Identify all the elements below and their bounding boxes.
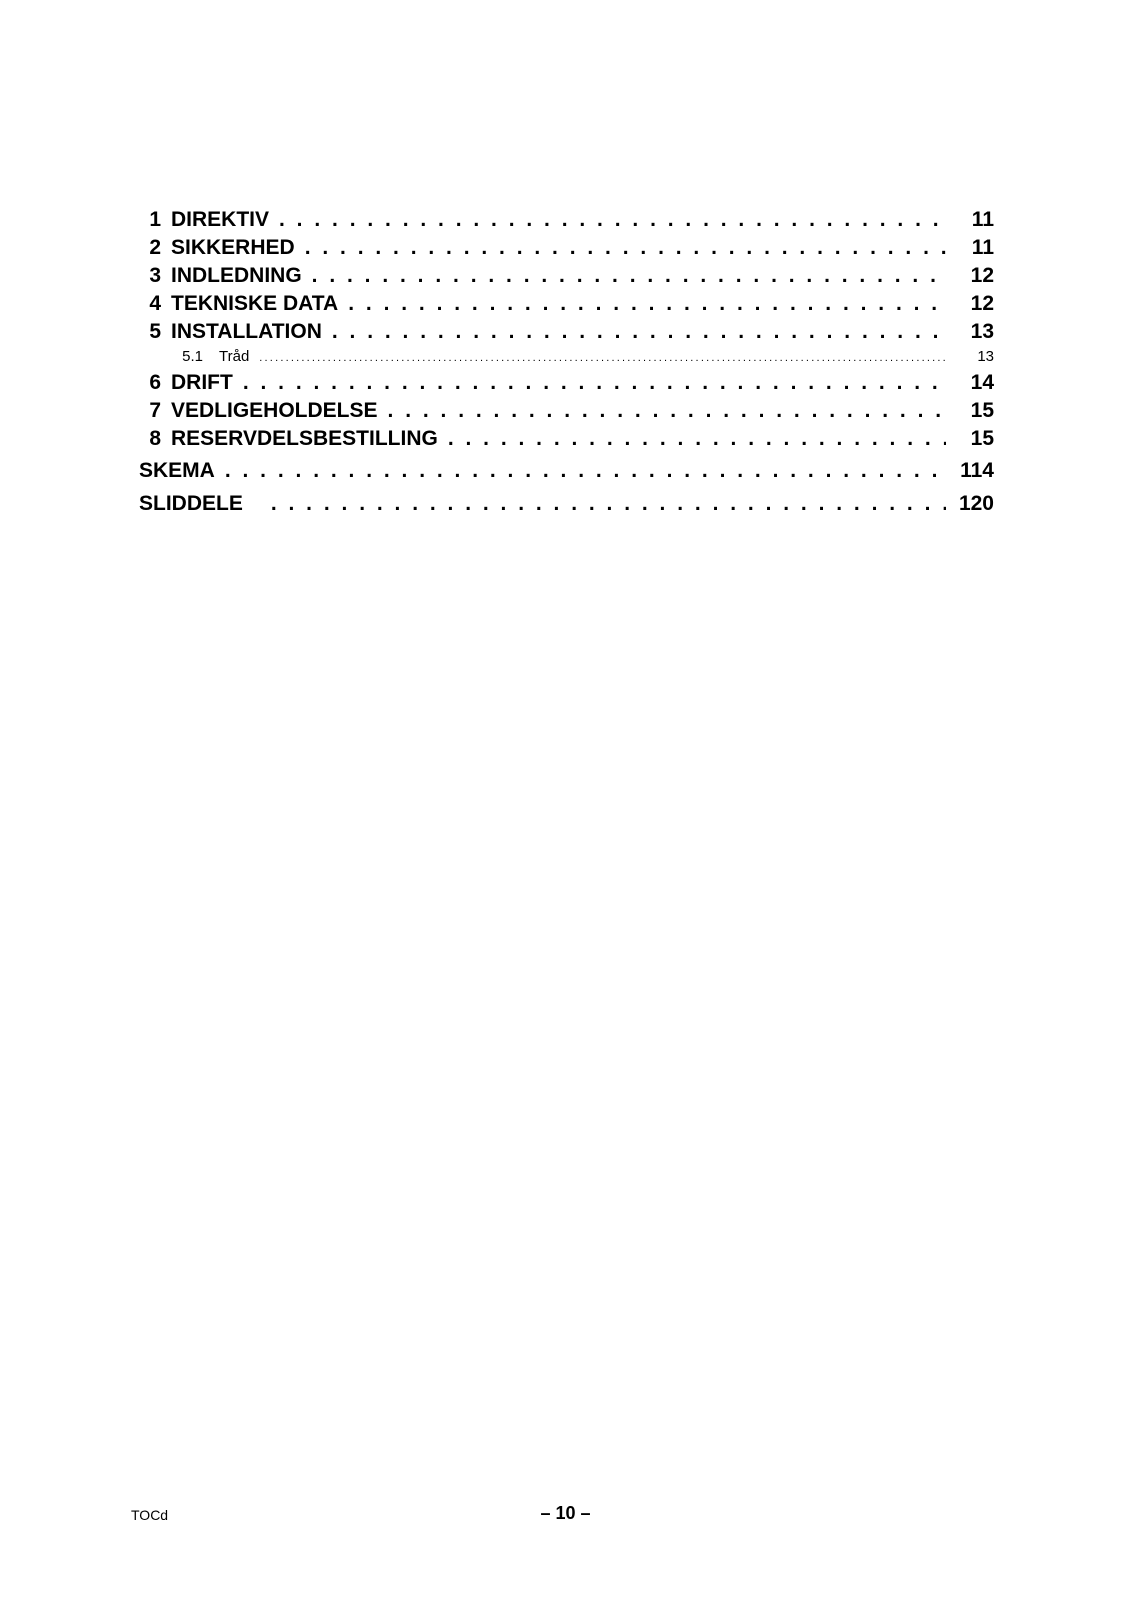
toc-entry-title: SIKKERHED	[171, 236, 295, 259]
toc-entry-title: DRIFT	[171, 371, 233, 394]
toc-entry-tekniske-data[interactable]	[139, 292, 994, 320]
toc-dot-leader	[348, 292, 946, 316]
toc-entry-title: SKEMA	[139, 459, 215, 482]
toc-entry-number: 6	[149, 371, 161, 394]
page-number: – 10 –	[540, 1503, 591, 1523]
toc-entry-page: 15	[970, 399, 994, 422]
toc-entry-number: 3	[149, 264, 161, 287]
toc-subentry-trad[interactable]	[139, 348, 994, 370]
toc-entry-page: 11	[971, 208, 994, 231]
toc-entry-title: Tråd	[219, 348, 250, 365]
toc-entry-skema[interactable]	[139, 459, 994, 487]
toc-entry-title: RESERVDELSBESTILLING	[171, 427, 438, 450]
toc-entry-page: 11	[971, 236, 994, 259]
toc-entry-number: 7	[149, 399, 161, 422]
toc-entry-page: 120	[958, 492, 994, 515]
toc-entry-direktiv[interactable]	[139, 208, 994, 236]
toc-entry-page: 14	[970, 371, 994, 394]
toc-dot-leader	[279, 208, 946, 232]
toc-entry-title: INSTALLATION	[171, 320, 322, 343]
toc-entry-vedligeholdelse[interactable]	[139, 399, 994, 427]
toc-entry-number: 5.1	[182, 348, 203, 365]
toc-entry-page: 12	[970, 264, 994, 287]
toc-entry-installation[interactable]	[139, 320, 994, 348]
toc-entry-page: 13	[970, 320, 994, 343]
toc-entry-title: SLIDDELE	[139, 492, 243, 515]
toc-entry-number: 1	[149, 208, 161, 231]
toc-entry-page: 13	[977, 348, 994, 365]
toc-entry-page: 15	[970, 427, 994, 450]
toc-dot-leader	[388, 399, 946, 423]
toc-dot-leader	[243, 371, 946, 395]
toc-entry-title: DIREKTIV	[171, 208, 270, 231]
toc-entry-sliddele[interactable]	[139, 492, 994, 520]
toc-dot-leader	[312, 264, 946, 288]
toc-dot-leader	[448, 427, 946, 451]
toc-entry-indledning[interactable]	[139, 264, 994, 292]
toc-dot-leader	[332, 320, 946, 344]
toc-dot-leader	[225, 459, 946, 483]
toc-entry-page: 12	[970, 292, 994, 315]
toc-dot-leader	[271, 492, 946, 516]
toc-entry-drift[interactable]	[139, 371, 994, 399]
toc-entry-number: 5	[149, 320, 161, 343]
toc-dot-leader	[305, 236, 946, 260]
toc-entry-sikkerhed[interactable]	[139, 236, 994, 264]
toc-entry-title: INDLEDNING	[171, 264, 302, 287]
toc-entry-reservdelsbestilling[interactable]	[139, 427, 994, 455]
toc-entry-number: 8	[149, 427, 161, 450]
toc-entry-title: VEDLIGEHOLDELSE	[171, 399, 378, 422]
toc-entry-number: 4	[149, 292, 161, 315]
document-code: TOCd	[131, 1507, 169, 1523]
toc-entry-number: 2	[149, 236, 161, 259]
toc-entry-title: TEKNISKE DATA	[171, 292, 339, 315]
toc-entry-page: 114	[960, 459, 994, 482]
toc-dot-leader	[259, 352, 946, 364]
